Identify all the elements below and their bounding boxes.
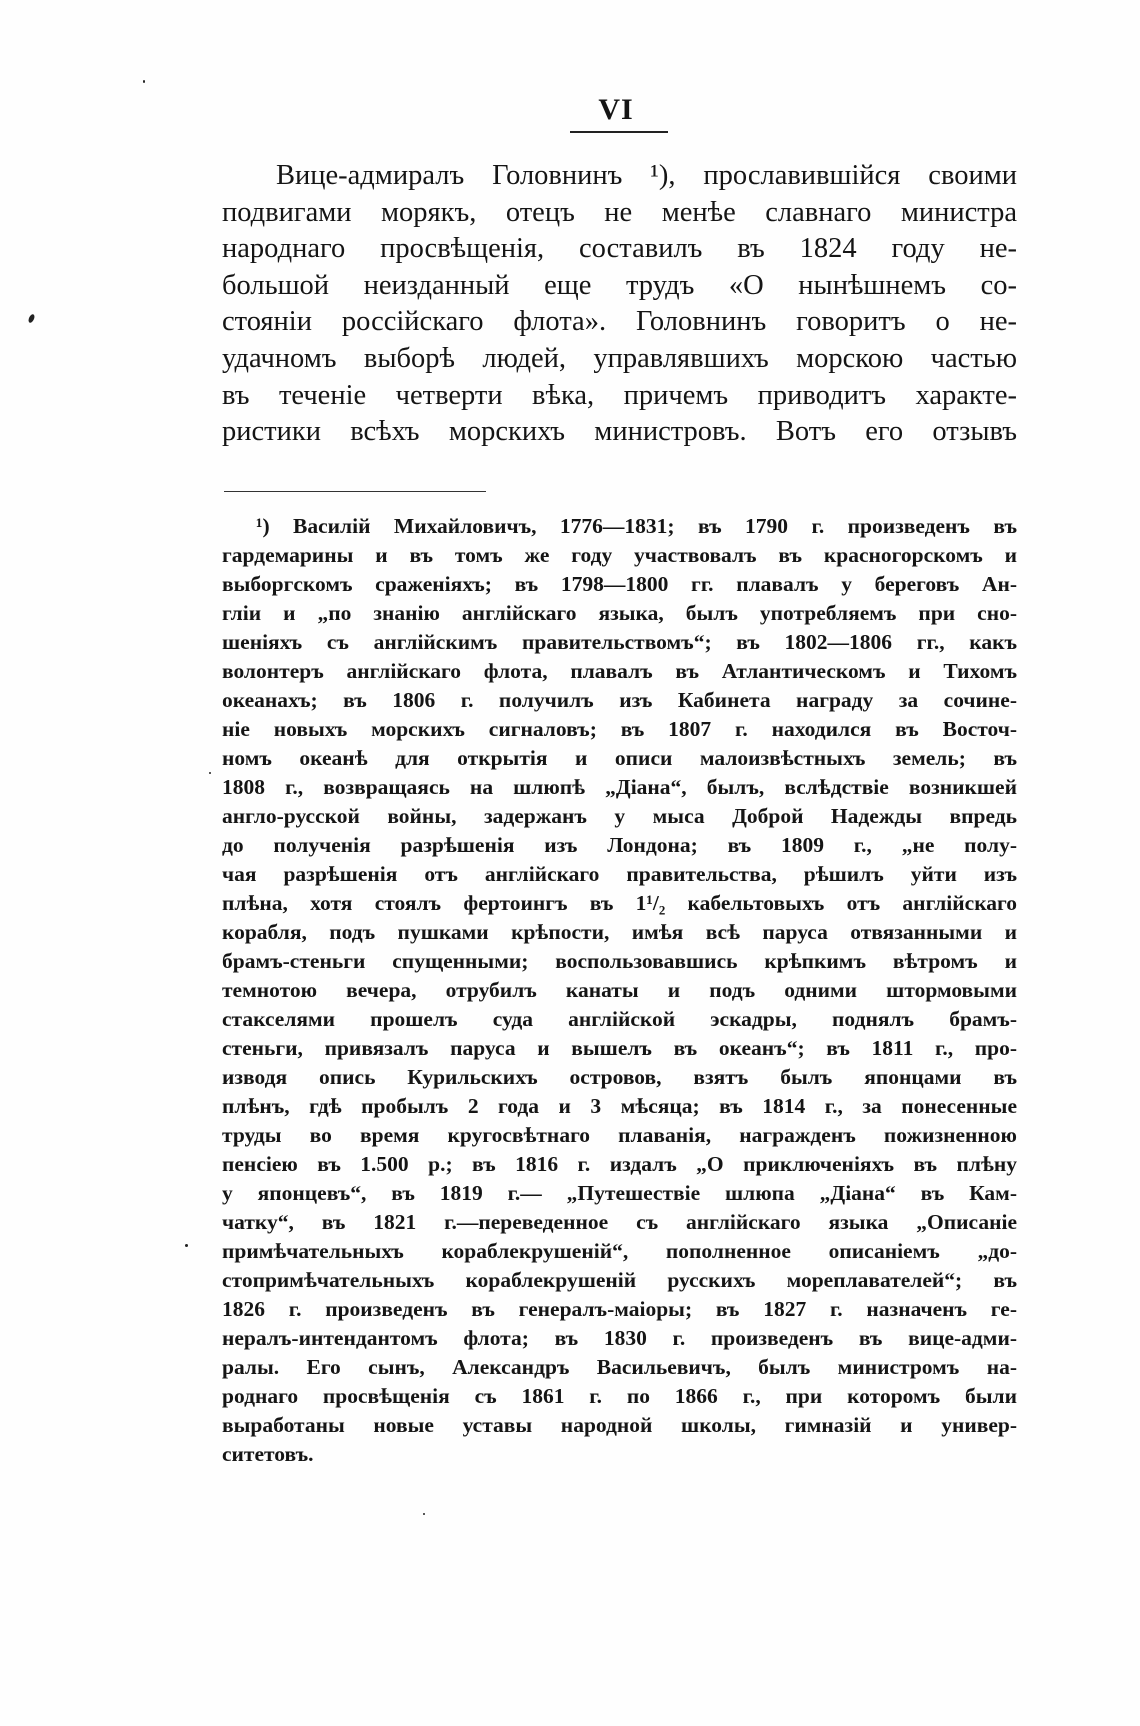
print-speck bbox=[423, 1513, 425, 1515]
main-paragraph bbox=[222, 158, 1017, 451]
footnote-line: корабля, подъ пушками крѣпости, имѣя всѣ паруса отвязанными и bbox=[222, 920, 1017, 944]
footnote-line: волонтеръ англійскаго флота, плавалъ въ Атлантическомъ и Тихомъ bbox=[222, 659, 1017, 683]
footnote-line: нералъ-интендантомъ флота; въ 1830 г. произведенъ въ вице-адми- bbox=[222, 1326, 1017, 1350]
footnote-line: брамъ-стеньги спущенными; воспользовавшись крѣпкимъ вѣтромъ и bbox=[222, 949, 1017, 973]
footnote-line: ¹) Василій Михайловичъ, 1776—1831; въ 1790 г. произведенъ въ bbox=[256, 514, 1017, 538]
footnote-line: чатку“, въ 1821 г.—переведенное съ англійскаго языка „Описаніе bbox=[222, 1210, 1017, 1234]
footnote-line: стеньги, привязалъ паруса и вышелъ въ океанъ“; въ 1811 г., про- bbox=[222, 1036, 1017, 1060]
footnote-line: пенсіею въ 1.500 р.; въ 1816 г. издалъ „О приключеніяхъ въ плѣну bbox=[222, 1152, 1017, 1176]
footnote-line: примѣчательныхъ кораблекрушеній“, пополненное описаніемъ „до- bbox=[222, 1239, 1017, 1263]
footnote-line: выработаны новые уставы народной школы, гимназій и универ- bbox=[222, 1413, 1017, 1437]
footnote-line: роднаго просвѣщенія съ 1861 г. по 1866 г., при которомъ были bbox=[222, 1384, 1017, 1408]
footnote-line: 1826 г. произведенъ въ генералъ-маіоры; въ 1827 г. назначенъ ге- bbox=[222, 1297, 1017, 1321]
print-speck bbox=[185, 1244, 188, 1247]
print-speck bbox=[209, 772, 211, 774]
footnote-line: гліи и „по знанію англійскаго языка, былъ употребляемъ при сно- bbox=[222, 601, 1017, 625]
footnote-separator bbox=[224, 491, 486, 492]
body-line: въ теченіе четверти вѣка, причемъ приводитъ характе- bbox=[222, 379, 1017, 411]
footnote-line: стопримѣчательныхъ кораблекрушеній русскихъ мореплавателей“; въ bbox=[222, 1268, 1017, 1292]
footnote-line: выборгскомъ сраженіяхъ; въ 1798—1800 гг. плавалъ у береговъ Ан- bbox=[222, 572, 1017, 596]
footnote-line: англо-русской войны, задержанъ у мыса Доброй Надежды впредь bbox=[222, 804, 1017, 828]
footnote-line: плѣна, хотя стоялъ фертоингъ въ 1¹/₂ кабельтовыхъ отъ англійскаго bbox=[222, 891, 1017, 915]
footnote-line: гардемарины и въ томъ же году участвовалъ въ красногорскомъ и bbox=[222, 543, 1017, 567]
print-speck bbox=[27, 313, 35, 323]
footnote-line: темнотою вечера, отрубилъ канаты и подъ одними штормовыми bbox=[222, 978, 1017, 1002]
body-line: стояніи россійскаго флота». Головнинъ говоритъ о не- bbox=[222, 306, 1017, 338]
footnote-line: океанахъ; въ 1806 г. получилъ изъ Кабинета награду за сочине- bbox=[222, 688, 1017, 712]
footnote-line: у японцевъ“, въ 1819 г.— „Путешествіе шлюпа „Діана“ въ Кам- bbox=[222, 1181, 1017, 1205]
footnote-line: чая разрѣшенія отъ англійскаго правительства, рѣшилъ уйти изъ bbox=[222, 862, 1017, 886]
footnote-line: стакселями прошелъ суда англійской эскадры, поднялъ брамъ- bbox=[222, 1007, 1017, 1031]
body-line: Вице-адмиралъ Головнинъ ¹), прославившійся своими bbox=[276, 160, 1017, 191]
print-speck bbox=[143, 80, 145, 83]
page-number: VI bbox=[598, 93, 634, 126]
footnote-line: 1808 г., возвращаясь на шлюпѣ „Діана“, былъ, вслѣдствіе возникшей bbox=[222, 775, 1017, 799]
footnote-line: изводя опись Курильскихъ островов, взятъ былъ японцами въ bbox=[222, 1065, 1017, 1089]
body-line: народнаго просвѣщенія, составилъ въ 1824 году не- bbox=[222, 233, 1017, 265]
footnote-line: плѣнъ, гдѣ пробылъ 2 года и 3 мѣсяца; въ 1814 г., за понесенные bbox=[222, 1094, 1017, 1118]
body-line: подвигами морякъ, отецъ не менѣе славнаго министра bbox=[222, 196, 1017, 228]
footnote-line: до полученія разрѣшенія изъ Лондона; въ 1809 г., „не полу- bbox=[222, 833, 1017, 857]
body-line: большой неизданный еще трудъ «О нынѣшнемъ со- bbox=[222, 269, 1017, 301]
body-line: удачномъ выборѣ людей, управлявшихъ морскою частью bbox=[222, 342, 1017, 374]
footnote-line: ніе новыхъ морскихъ сигналовъ; въ 1807 г. находился въ Восточ- bbox=[222, 717, 1017, 741]
footnote-line: шеніяхъ съ англійскимъ правительствомъ“; въ 1802—1806 гг., какъ bbox=[222, 630, 1017, 654]
footnote bbox=[222, 512, 1017, 1469]
footnote-line: номъ океанѣ для открытія и описи малоизвѣстныхъ земель; въ bbox=[222, 746, 1017, 770]
footnote-line: ралы. Его сынъ, Александръ Васильевичъ, былъ министромъ на- bbox=[222, 1355, 1017, 1379]
footnote-line: труды во время кругосвѣтнаго плаванія, награжденъ пожизненною bbox=[222, 1123, 1017, 1147]
footnote-line: ситетовъ. bbox=[222, 1442, 314, 1466]
page-number-underline bbox=[570, 131, 668, 133]
body-line: ристики всѣхъ морскихъ министровъ. Вотъ его отзывъ bbox=[222, 416, 1017, 448]
